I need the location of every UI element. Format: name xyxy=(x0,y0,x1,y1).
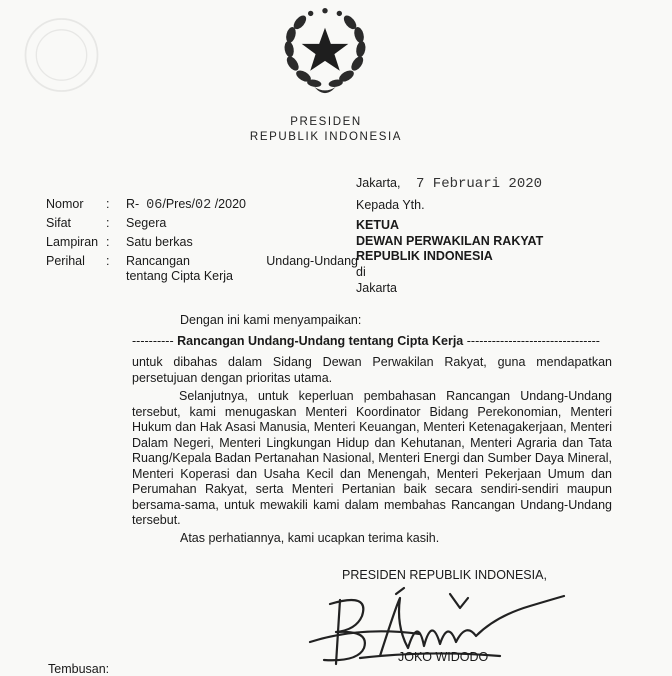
recipient-line5: Jakarta xyxy=(356,281,397,295)
signatory-name: JOKO WIDODO xyxy=(398,650,489,664)
meta-label: Sifat xyxy=(46,216,72,230)
cc-label: Tembusan: xyxy=(48,662,110,676)
closing-line: Atas perhatiannya, kami ucapkan terima kasih. xyxy=(180,531,440,545)
letter-number: R- 06/Pres/02 /2020 xyxy=(126,197,246,213)
subject-line1: Rancangan Undang-Undang xyxy=(126,254,358,268)
meta-value: Segera xyxy=(126,216,167,230)
recipient-salutation: Kepada Yth. xyxy=(356,198,425,212)
recipient-line4: di xyxy=(356,265,366,279)
recipient-line1: KETUA xyxy=(356,218,400,232)
paragraph-2: Selanjutnya, untuk keperluan pembahasan Rancangan Undang-Undang tersebut, kami menugaskan Menteri Koordinator Bidang Perekonomian, Menteri Hukum dan Hak Asasi Manusia, Menteri Keuangan, Menteri Ketenagakerjaan, Menteri Dalam Negeri, Menteri Lingkungan Hidup dan Kehutanan, Menteri Agraria dan Tata Ruang/Kepala Badan Pertanahan Nasional, Menteri Energi dan Sumber Daya Mineral, Menteri Koperasi dan Usaha Kecil dan Menengah, Menteri Pekerjaan Umum dan Perumahan Rakyat, serta Menteri Pertanian baik secara sendiri-sendiri maupun bersama-sama, untuk mewakili kami dalam membahas Rancangan Undang-Undang tersebut. xyxy=(132,389,612,527)
meta-label: Nomor xyxy=(46,197,84,211)
subject-title: Rancangan Undang-Undang tentang Cipta Kerja xyxy=(177,334,464,348)
signature-title: PRESIDEN REPUBLIK INDONESIA, xyxy=(342,568,547,582)
letter-date: 7 Februari 2020 xyxy=(416,176,543,192)
place-label: Jakarta, xyxy=(356,176,401,190)
letterhead-line2: REPUBLIK INDONESIA xyxy=(249,131,403,143)
paragraph-1: untuk dibahas dalam Sidang Dewan Perwakilan Rakyat, guna mendapatkan persetujuan dengan prioritas utama. xyxy=(132,355,612,385)
recipient-line2: DEWAN PERWAKILAN RAKYAT xyxy=(356,234,544,248)
watermark-emblem xyxy=(14,10,109,100)
garuda-star-emblem-icon xyxy=(280,8,370,94)
opening-line: Dengan ini kami menyampaikan: xyxy=(180,313,362,327)
meta-label: Lampiran xyxy=(46,235,99,249)
subject-line2: tentang Cipta Kerja xyxy=(126,269,234,283)
letterhead-line1: PRESIDEN xyxy=(290,116,362,128)
meta-value: Satu berkas xyxy=(126,235,193,249)
meta-label: Perihal xyxy=(46,254,85,268)
subject-heading: ---------- Rancangan Undang-Undang tentang Cipta Kerja -------------------------------- xyxy=(132,334,600,348)
recipient-line3: REPUBLIK INDONESIA xyxy=(356,249,493,263)
